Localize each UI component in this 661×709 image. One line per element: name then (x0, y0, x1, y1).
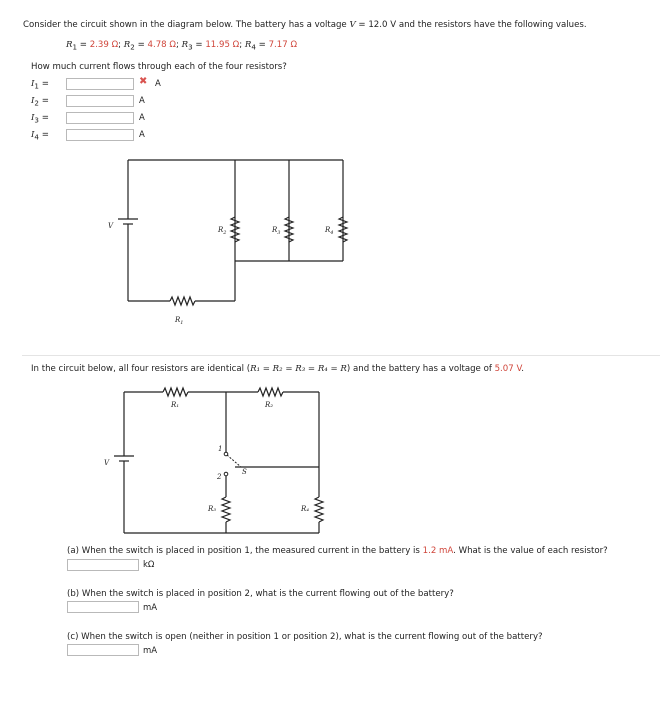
problem2-voltage: 5.07 V (494, 364, 522, 374)
r3-value: 11.95 Ω (205, 40, 240, 50)
resistor-value-input[interactable] (67, 559, 139, 571)
part-a-current: 1.2 mA (422, 546, 454, 556)
unit-i1: A (155, 79, 161, 89)
unit-i4: A (139, 130, 145, 140)
current-i1-input[interactable] (66, 78, 134, 90)
unit-ma-c: mA (143, 646, 158, 656)
unit-ma-b: mA (143, 603, 158, 613)
part-b-text: (b) When the switch is placed in position 2, what is the current flowing out of the battery? (67, 589, 454, 599)
switch-label: S (242, 468, 247, 476)
resistor-r4 (339, 217, 347, 242)
current-open-input[interactable] (67, 644, 139, 656)
current-position2-input[interactable] (67, 601, 139, 613)
unit-i2: A (139, 96, 145, 106)
r2-label: $R_2$ (218, 226, 227, 236)
incorrect-icon: ✖ (139, 76, 148, 87)
battery-label-v: V (108, 222, 114, 230)
answer-label-i1: $I_1$ = (31, 79, 49, 91)
circuit-diagram-1 (100, 155, 360, 330)
r1-label: $R_1$ (175, 316, 184, 326)
resistor-r3-b (222, 497, 230, 522)
r1-value: 2.39 Ω (89, 40, 119, 50)
problem2-intro: In the circuit below, all four resistors are identical (R₁ = R₂ = R₃ = R₄ = R) and the battery has a voltage of 5.07 V. (31, 364, 524, 374)
r4-label-b: R₄ (301, 505, 310, 513)
answer-label-i4: $I_4$ = (31, 130, 49, 142)
current-i2-input[interactable] (66, 95, 134, 107)
resistor-r3 (285, 217, 293, 242)
part-a-text: (a) When the switch is placed in position 1, the measured current in the battery is 1.2 mA. What is the value of each resistor? (67, 546, 608, 556)
battery-label-v2: V (104, 459, 110, 467)
unit-kohm: kΩ (143, 560, 155, 570)
current-i3-input[interactable] (66, 112, 134, 124)
circuit-diagram-2 (95, 383, 335, 543)
resistor-r2-b (258, 388, 283, 396)
problem1-intro: Consider the circuit shown in the diagram below. The battery has a voltage V = 12.0 V and the resistors have the following values. (23, 20, 587, 30)
switch-pos1-label: 1 (218, 445, 223, 453)
answer-label-i2: $I_2$ = (31, 96, 49, 108)
answer-label-i3: $I_3$ = (31, 113, 49, 125)
unit-i3: A (139, 113, 145, 123)
resistor-r4-b (315, 497, 323, 522)
resistor-values: $R_1 = 2.39$ Ω; $R_2 = 4.78$ Ω; $R_3 = 11.95$ Ω; $R_4 = 7.17$ Ω (66, 40, 298, 52)
resistor-r2 (231, 217, 239, 242)
switch-blade (227, 455, 241, 467)
part-c-text: (c) When the switch is open (neither in position 1 or position 2), what is the current flowing out of the battery? (67, 632, 543, 642)
r3-label-b: R₃ (208, 505, 217, 513)
r2-value: 4.78 Ω (147, 40, 176, 50)
section-divider (22, 355, 660, 356)
r2-label-b: R₂ (265, 401, 274, 409)
current-i4-input[interactable] (66, 129, 134, 141)
r4-label: $R_4$ (325, 226, 334, 236)
resistor-r1-b (163, 388, 188, 396)
switch-pos2-label: 2 (217, 473, 222, 481)
r1-label-b: R₁ (171, 401, 180, 409)
r3-label: $R_3$ (272, 226, 281, 236)
problem1-question: How much current flows through each of the four resistors? (31, 62, 287, 72)
r4-value: 7.17 Ω (268, 40, 298, 50)
